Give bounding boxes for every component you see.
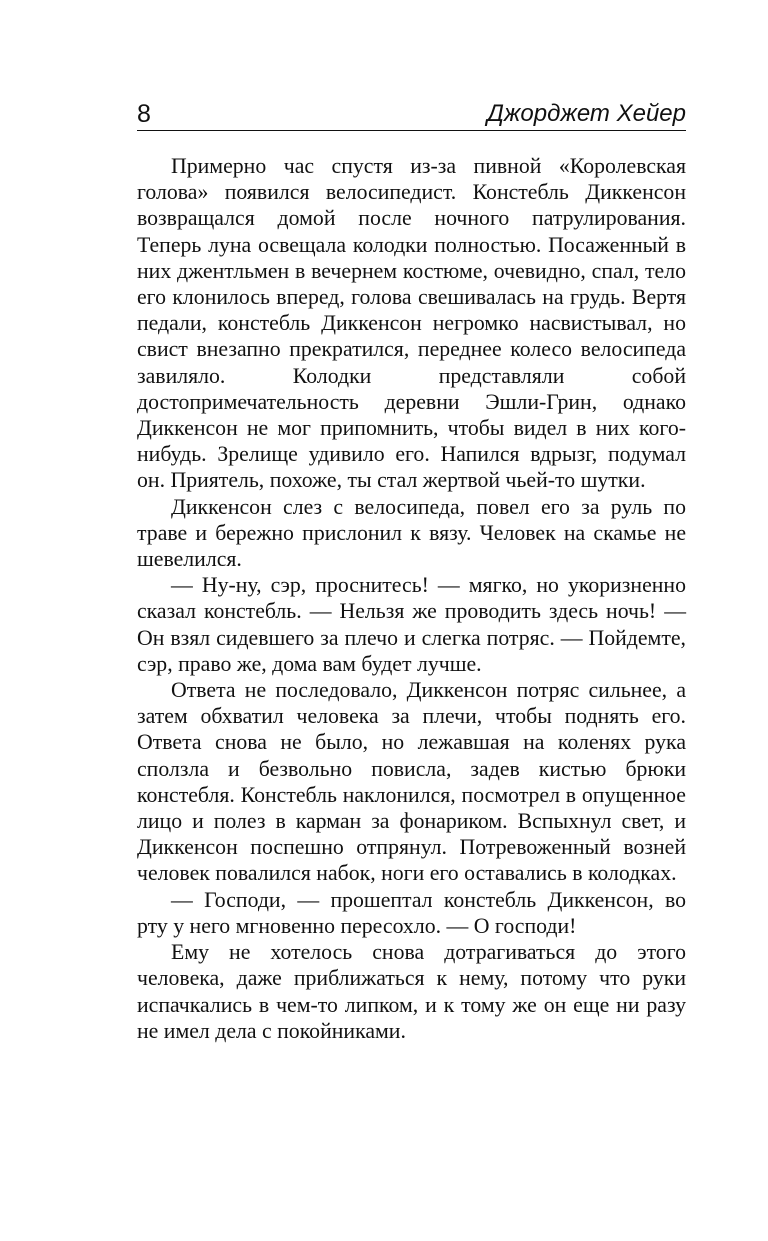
running-head-author: Джорджет Хейер [486,100,686,127]
book-page [137,96,686,1044]
paragraph: Примерно час спустя из-за пивной «Королевская голова» появился велосипедист. Констебль Диккенсон возвращался домой после ночного патрулирования. Теперь луна освещала колодки полностью. Посаженный в них джентльмен в вечернем костюме, очевидно, спал, тело его клонилось вперед, голова свешивалась на грудь. Вертя педали, констебль Диккенсон негромко насвистывал, но свист внезапно прекратился, переднее колесо велосипеда завиляло. Колодки представляли собой достопримечательность деревни Эшли-Грин, однако Диккенсон не мог припомнить, чтобы видел в них кого-нибудь. Зрелище удивило его. Напился вдрызг, подумал он. Приятель, похоже, ты стал жертвой чьей-то шутки. [137,154,686,493]
page-number: 8 [137,100,151,128]
paragraph: Ему не хотелось снова дотрагиваться до этого человека, даже приближаться к нему, потому что руки испачкались в чем-то липком, и к тому же он еще ни разу не имел дела с покойниками. [137,940,686,1043]
paragraph: Ответа не последовало, Диккенсон потряс сильнее, а затем обхватил человека за плечи, чтобы поднять его. Ответа снова не было, но лежавшая на коленях рука сползла и безвольно повисла, задев кистью брюки констебля. Констебль наклонился, посмотрел в опущенное лицо и полез в карман за фонариком. Вспыхнул свет, и Диккенсон поспешно отпрянул. Потревоженный возней человек повалился набок, ноги его оставались в колодках. [137,678,686,886]
body-text [137,153,686,1044]
paragraph: — Ну-ну, сэр, проснитесь! — мягко, но укоризненно сказал констебль. — Нельзя же проводить здесь ночь! — Он взял сидевшего за плечо и слегка потряс. — Пойдемте, сэр, право же, дома вам будет лучше. [137,573,686,676]
paragraph: — Господи, — прошептал констебль Диккенсон, во рту у него мгновенно пересохло. — О господи! [137,887,686,938]
paragraph: Диккенсон слез с велосипеда, повел его за руль по траве и бережно прислонил к вязу. Человек на скамье не шевелился. [137,494,686,572]
page-header [137,96,686,131]
